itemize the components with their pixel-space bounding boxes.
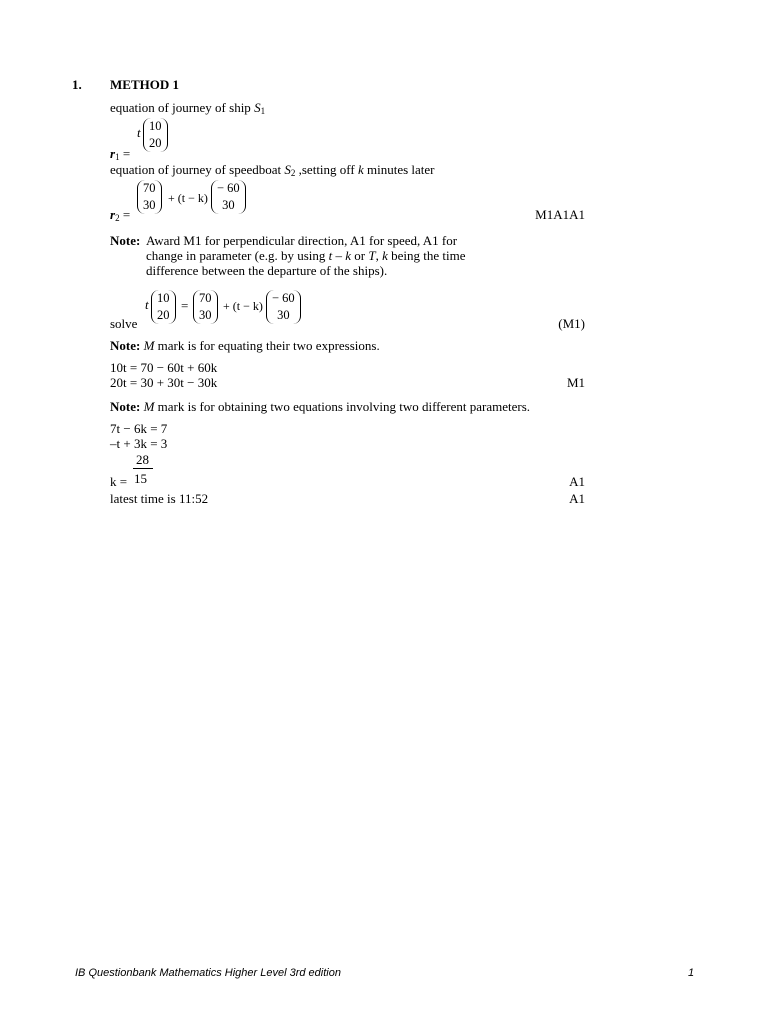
question-number: 1. [72, 77, 82, 92]
mark-m1a1a1: M1A1A1 [535, 207, 585, 222]
solve-t: t [145, 297, 149, 312]
note-1-line1: Award M1 for perpendicular direction, A1 for speed, A1 for [146, 233, 458, 248]
vector-70-30: 70 30 [137, 180, 162, 214]
solve-plus-t-minus-k: + (t − k) [223, 299, 263, 313]
speedboat-equation-label: equation of journey of speedboat $S_2$ ,setting off k minutes later [110, 162, 435, 178]
method-heading: METHOD 1 [110, 77, 179, 92]
latest-time: latest time is 11:52 [110, 491, 209, 506]
plus-t-minus-k: + (t − k) [168, 191, 208, 205]
k-equals: k = [110, 474, 128, 489]
r1-label: $r_1$ = [110, 146, 131, 162]
r2-label: $r_2$ = [110, 207, 131, 223]
note-2: Note: M mark is for equating their two expressions. [110, 338, 380, 353]
equation-c: 7t − 6k = 7 [110, 421, 168, 436]
note-1-label: Note: [110, 233, 141, 248]
ship-equation-label: equation of journey of ship $S_1$ [110, 100, 266, 116]
vector-minus60-30: − 60 30 [211, 180, 246, 214]
solve-vector-minus60-30: − 60 30 [266, 290, 301, 324]
fraction-numerator: 28 [136, 452, 149, 467]
equation-a: 10t = 70 − 60t + 60k [110, 360, 218, 375]
equation-b: 20t = 30 + 30t − 30k [110, 375, 218, 390]
solve-equals: = [181, 298, 189, 313]
equation-d: –t + 3k = 3 [110, 436, 168, 451]
footer-source: IB Questionbank Mathematics Higher Level 3rd edition [75, 967, 341, 979]
mark-m1: M1 [566, 375, 585, 390]
fraction-bar [133, 468, 153, 469]
solve-vector-70-30: 70 30 [193, 290, 218, 324]
fraction-denominator: 15 [134, 471, 147, 486]
mark-a1-time: A1 [569, 491, 585, 506]
note-1-line2: change in parameter (e.g. by using t – k or T, k being the time [146, 248, 466, 263]
solve-vector-10-20: 10 20 [151, 290, 176, 324]
note-3: Note: M mark is for obtaining two equations involving two different parameters. [110, 399, 531, 414]
r1-t: t [137, 125, 141, 140]
mark-m1-bracket: (M1) [558, 316, 585, 331]
vector-10-20: 10 20 [143, 118, 168, 152]
mark-a1-k: A1 [569, 474, 585, 489]
footer-page-number: 1 [688, 967, 695, 979]
note-1-line3: difference between the departure of the ships). [146, 263, 388, 278]
solve-label: solve [110, 316, 138, 331]
